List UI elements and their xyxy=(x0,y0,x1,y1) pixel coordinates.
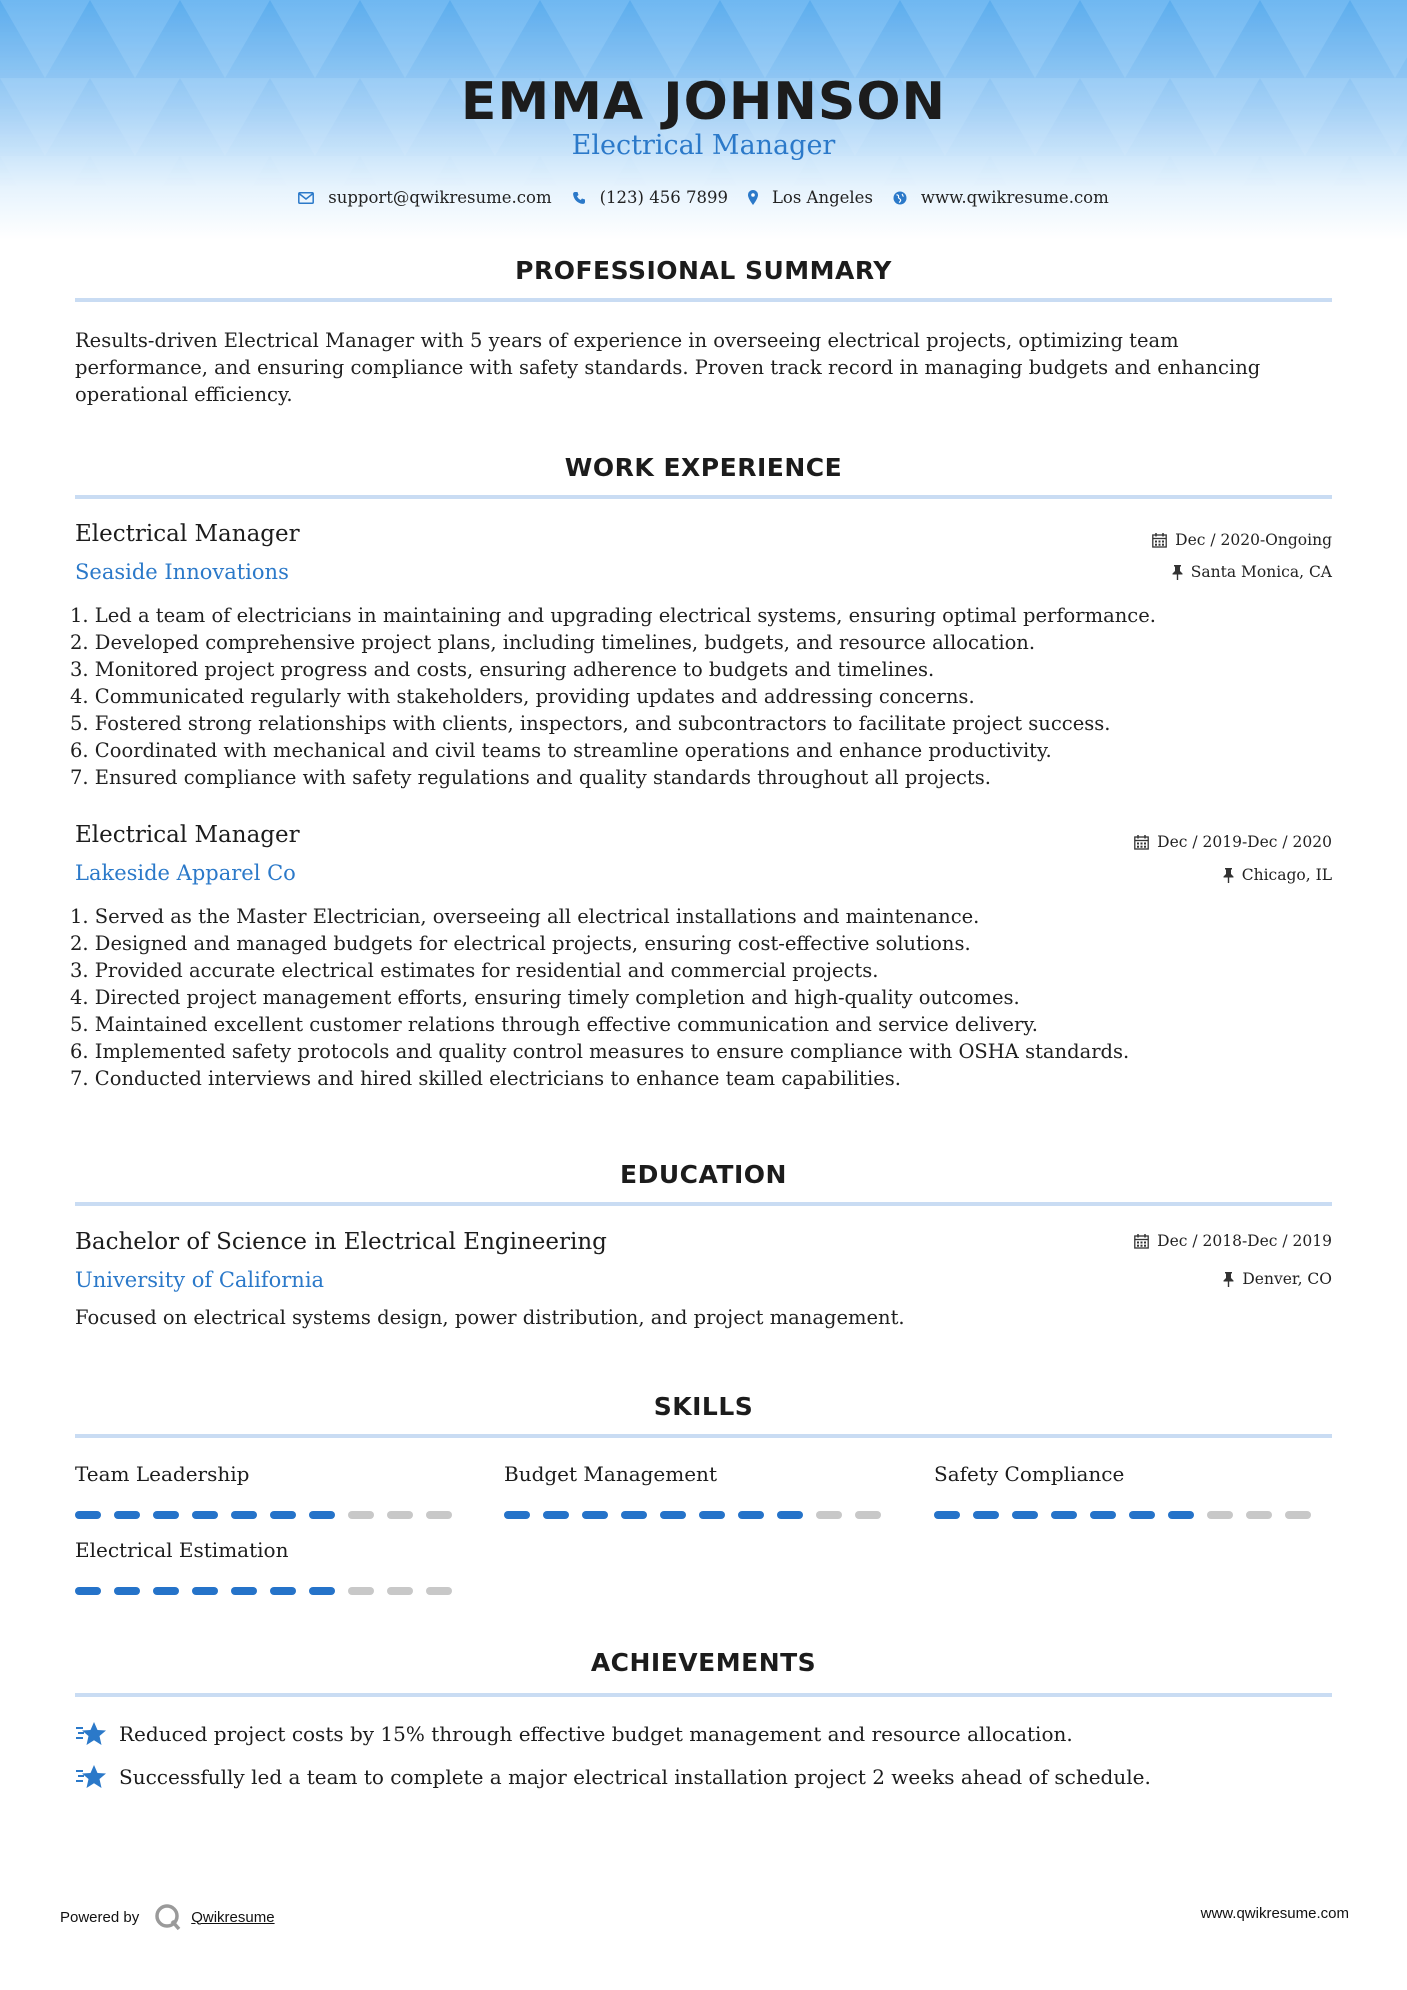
job-dates xyxy=(1152,531,1332,549)
experience-heading: WORK EXPERIENCE xyxy=(564,453,843,482)
skill-dash-filled xyxy=(114,1587,140,1595)
job-duties-list xyxy=(70,602,1340,791)
footer-powered-by xyxy=(60,1902,275,1932)
qwikresume-logo-icon xyxy=(153,1902,183,1932)
job-dates-text: Dec / 2020-Ongoing xyxy=(1175,531,1332,549)
education-heading: EDUCATION xyxy=(620,1160,787,1189)
job-location xyxy=(1223,866,1332,884)
skill-level-meter xyxy=(934,1511,1324,1519)
skill-name: Safety Compliance xyxy=(934,1462,1125,1486)
contact-bar xyxy=(0,188,1407,207)
list-item: 4. Directed project management efforts, ensuring timely completion and high-quality outcomes. xyxy=(70,986,1020,1009)
list-item: 4. Communicated regularly with stakeholders, providing updates and addressing concerns. xyxy=(70,685,975,708)
skill-dash-filled xyxy=(75,1511,101,1519)
job-title: Electrical Manager xyxy=(75,521,300,547)
education-dates xyxy=(1134,1232,1332,1250)
skill-dash-filled xyxy=(1129,1511,1155,1519)
summary-text xyxy=(75,327,1335,408)
skill-dash-filled xyxy=(699,1511,725,1519)
pushpin-icon xyxy=(1223,1272,1234,1287)
list-item: 3. Monitored project progress and costs, ensuring adherence to budgets and timelines. xyxy=(70,658,935,681)
skill-dash-empty xyxy=(426,1511,452,1519)
skill-dash-empty xyxy=(1285,1511,1311,1519)
skill-dash-filled xyxy=(1090,1511,1116,1519)
skill-dash-filled xyxy=(309,1587,335,1595)
list-item: 2. Designed and managed budgets for electrical projects, ensuring cost-effective solutions. xyxy=(70,932,971,955)
list-item: 7. Conducted interviews and hired skilled electricians to enhance team capabilities. xyxy=(70,1067,901,1090)
skill-dash-filled xyxy=(582,1511,608,1519)
job-dates-text: Dec / 2019-Dec / 2020 xyxy=(1157,833,1332,851)
job-duties-list xyxy=(70,903,1340,1092)
brand-link[interactable]: Qwikresume xyxy=(191,1908,275,1926)
location-text: Los Angeles xyxy=(771,188,873,207)
job-title: Electrical Manager xyxy=(75,822,300,848)
skill-dash-empty xyxy=(348,1587,374,1595)
email-text: support@qwikresume.com xyxy=(328,188,552,207)
website-text: www.qwikresume.com xyxy=(920,188,1109,207)
education-degree: Bachelor of Science in Electrical Engineering xyxy=(75,1229,607,1255)
skill-dash-filled xyxy=(777,1511,803,1519)
skill-dash-filled xyxy=(309,1511,335,1519)
skill-level-meter xyxy=(75,1511,465,1519)
list-item: 5. Maintained excellent customer relations through effective communication and service delivery. xyxy=(70,1013,1038,1036)
skill-dash-filled xyxy=(1168,1511,1194,1519)
calendar-icon xyxy=(1134,835,1149,850)
list-item: 3. Provided accurate electrical estimates for residential and commercial projects. xyxy=(70,959,879,982)
contact-email[interactable] xyxy=(298,188,551,207)
achievement-text: Successfully led a team to complete a major electrical installation project 2 weeks ahead of schedule. xyxy=(119,1765,1151,1789)
list-item: 5. Fostered strong relationships with clients, inspectors, and subcontractors to facilitate project success. xyxy=(70,712,1111,735)
candidate-title: Electrical Manager xyxy=(571,130,836,161)
summary-heading: PROFESSIONAL SUMMARY xyxy=(515,256,892,285)
list-item: 1. Served as the Master Electrician, overseeing all electrical installations and maintenance. xyxy=(70,905,980,928)
skill-dash-filled xyxy=(738,1511,764,1519)
skill-dash-filled xyxy=(1012,1511,1038,1519)
footer-url[interactable]: www.qwikresume.com xyxy=(1200,1905,1349,1922)
skill-dash-filled xyxy=(153,1511,179,1519)
achievement-item xyxy=(75,1720,1073,1748)
skill-dash-filled xyxy=(231,1511,257,1519)
phone-icon xyxy=(572,191,586,205)
job-location xyxy=(1172,563,1332,581)
skill-dash-filled xyxy=(192,1587,218,1595)
skill-level-meter xyxy=(504,1511,894,1519)
skill-dash-filled xyxy=(934,1511,960,1519)
skill-dash-filled xyxy=(231,1587,257,1595)
contact-location xyxy=(748,188,873,207)
skill-name: Budget Management xyxy=(504,1462,717,1486)
achievement-item xyxy=(75,1763,1151,1791)
powered-by-label: Powered by xyxy=(60,1908,140,1926)
skill-dash-empty xyxy=(426,1587,452,1595)
education-dates-text: Dec / 2018-Dec / 2019 xyxy=(1157,1232,1332,1250)
skill-dash-filled xyxy=(1051,1511,1077,1519)
skill-dash-filled xyxy=(75,1587,101,1595)
list-item: 7. Ensured compliance with safety regulations and quality standards throughout all projects. xyxy=(70,766,991,789)
skill-level-meter xyxy=(75,1587,465,1595)
star-badge-icon xyxy=(75,1720,107,1748)
education-location-text: Denver, CO xyxy=(1242,1270,1332,1288)
achievement-text: Reduced project costs by 15% through effective budget management and resource allocation. xyxy=(119,1722,1073,1746)
skill-dash-empty xyxy=(348,1511,374,1519)
pushpin-icon xyxy=(1223,868,1234,883)
skill-dash-empty xyxy=(1246,1511,1272,1519)
job-location-text: Chicago, IL xyxy=(1241,866,1332,884)
job-company[interactable]: Seaside Innovations xyxy=(75,560,289,584)
skill-dash-filled xyxy=(270,1587,296,1595)
skill-dash-filled xyxy=(973,1511,999,1519)
calendar-icon xyxy=(1152,533,1167,548)
skills-divider xyxy=(75,1434,1332,1438)
list-item: 6. Coordinated with mechanical and civil teams to streamline operations and enhance productivity. xyxy=(70,739,1052,762)
summary-divider xyxy=(75,298,1332,302)
globe-icon xyxy=(893,191,907,205)
skills-heading: SKILLS xyxy=(653,1392,754,1421)
skill-dash-empty xyxy=(1207,1511,1233,1519)
envelope-icon xyxy=(298,192,314,204)
list-item: 2. Developed comprehensive project plans, including timelines, budgets, and resource allocation. xyxy=(70,631,1036,654)
job-company[interactable]: Lakeside Apparel Co xyxy=(75,861,296,885)
summary-line: operational efficiency. xyxy=(75,383,293,406)
contact-phone[interactable] xyxy=(572,188,728,207)
pushpin-icon xyxy=(1172,565,1183,580)
education-location xyxy=(1223,1270,1332,1288)
list-item: 6. Implemented safety protocols and quality control measures to ensure compliance with OSHA standards. xyxy=(70,1040,1130,1063)
education-divider xyxy=(75,1202,1332,1206)
skill-dash-empty xyxy=(387,1587,413,1595)
education-description: Focused on electrical systems design, power distribution, and project management. xyxy=(75,1306,905,1329)
skill-dash-filled xyxy=(114,1511,140,1519)
skill-name: Team Leadership xyxy=(75,1462,250,1486)
education-school[interactable]: University of California xyxy=(75,1268,325,1292)
job-location-text: Santa Monica, CA xyxy=(1190,563,1332,581)
phone-text: (123) 456 7899 xyxy=(599,188,728,207)
experience-divider xyxy=(75,495,1332,499)
achievements-heading: ACHIEVEMENTS xyxy=(590,1648,817,1677)
job-dates xyxy=(1134,833,1332,851)
map-marker-icon xyxy=(748,190,758,205)
candidate-name: EMMA JOHNSON xyxy=(460,72,947,132)
skill-dash-filled xyxy=(270,1511,296,1519)
skill-dash-filled xyxy=(504,1511,530,1519)
skill-dash-empty xyxy=(816,1511,842,1519)
skill-dash-filled xyxy=(153,1587,179,1595)
skill-dash-empty xyxy=(387,1511,413,1519)
skill-dash-filled xyxy=(660,1511,686,1519)
skill-dash-filled xyxy=(192,1511,218,1519)
skill-dash-filled xyxy=(621,1511,647,1519)
achievements-divider xyxy=(75,1693,1332,1697)
star-badge-icon xyxy=(75,1763,107,1791)
summary-line: Results-driven Electrical Manager with 5 years of experience in overseeing electrical projects, optimizing team xyxy=(75,329,1179,352)
list-item: 1. Led a team of electricians in maintaining and upgrading electrical systems, ensuring optimal performance. xyxy=(70,604,1156,627)
skill-dash-filled xyxy=(543,1511,569,1519)
summary-line: performance, and ensuring compliance with safety standards. Proven track record in managing budgets and enhancing xyxy=(75,356,1261,379)
skill-name: Electrical Estimation xyxy=(75,1538,289,1562)
skill-dash-empty xyxy=(855,1511,881,1519)
calendar-icon xyxy=(1134,1234,1149,1249)
contact-website[interactable] xyxy=(893,188,1109,207)
